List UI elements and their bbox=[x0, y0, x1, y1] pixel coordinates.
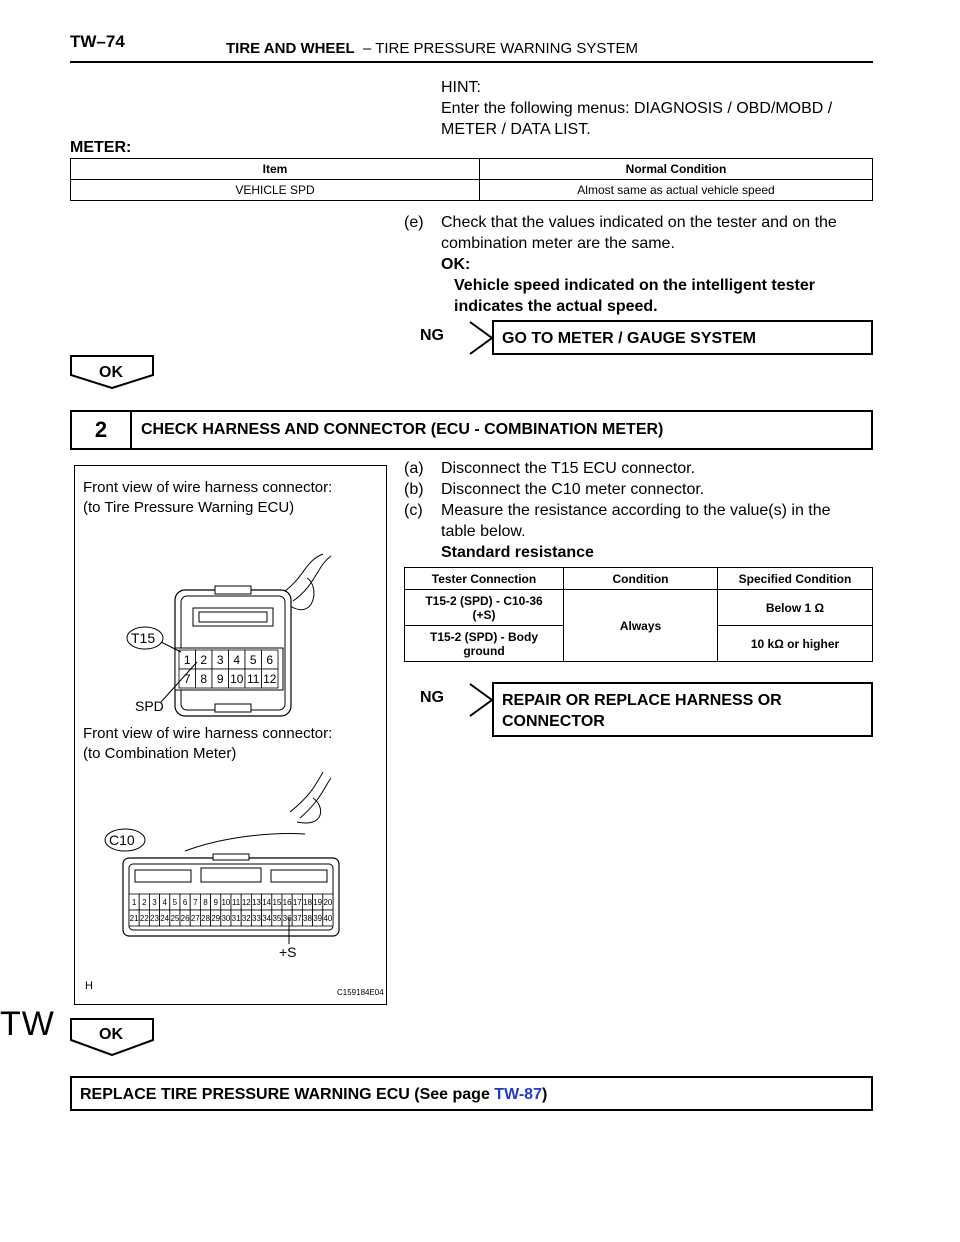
section-title-bold: TIRE AND WHEEL bbox=[226, 40, 355, 57]
pin-number: 8 bbox=[203, 897, 208, 907]
pin-number: 23 bbox=[150, 913, 159, 923]
ng-arrow-2 bbox=[400, 682, 496, 718]
ng-action-2-line2: CONNECTOR bbox=[502, 713, 605, 730]
hint-line2: METER / DATA LIST. bbox=[441, 121, 591, 138]
section-title bbox=[226, 40, 638, 57]
pin-number: 4 bbox=[233, 652, 241, 667]
pin-number: 16 bbox=[282, 897, 292, 907]
pin-number: 12 bbox=[241, 897, 251, 907]
step-c-marker: (c) bbox=[404, 502, 423, 519]
pin-number: 8 bbox=[200, 671, 208, 686]
res-header-spec: Specified Condition bbox=[718, 568, 873, 590]
pin-number: 27 bbox=[190, 913, 200, 923]
page-number: TW–74 bbox=[70, 32, 125, 51]
pin-number: 2 bbox=[200, 652, 208, 667]
meter-table-header-item: Item bbox=[71, 159, 480, 180]
pin-number: 14 bbox=[262, 897, 272, 907]
step-b-text: Disconnect the C10 meter connector. bbox=[441, 481, 705, 498]
section-side-tab: TW bbox=[0, 1005, 55, 1043]
res-header-connection: Tester Connection bbox=[405, 568, 564, 590]
ng-label-1: NG bbox=[420, 327, 444, 344]
step-e-ok-line2: indicates the actual speed. bbox=[454, 298, 658, 315]
step-a-marker: (a) bbox=[404, 460, 424, 477]
section-title-rest: – TIRE PRESSURE WARNING SYSTEM bbox=[362, 40, 638, 57]
pin-number: 26 bbox=[180, 913, 190, 923]
hint-line1: Enter the following menus: DIAGNOSIS / OBD/MOBD / bbox=[441, 100, 833, 117]
final-action-close: ) bbox=[541, 1086, 548, 1103]
res-condition: Always bbox=[564, 590, 718, 662]
pin-number: 9 bbox=[216, 671, 224, 686]
pin-number: 38 bbox=[303, 913, 312, 923]
fig-caption1-line2: (to Tire Pressure Warning ECU) bbox=[83, 499, 295, 516]
step-e-line2: combination meter are the same. bbox=[441, 235, 675, 252]
pin-number: 22 bbox=[139, 913, 149, 923]
pin-number: 13 bbox=[252, 897, 261, 907]
res-row2-conn-line1: T15-2 (SPD) - Body bbox=[429, 629, 538, 644]
pin-number: 10 bbox=[221, 897, 231, 907]
resistance-table bbox=[404, 567, 873, 662]
ng-action-box-1: GO TO METER / GAUGE SYSTEM bbox=[492, 320, 873, 355]
pin-number: 34 bbox=[262, 913, 272, 923]
pin-number: 35 bbox=[272, 913, 282, 923]
pin-number: 10 bbox=[230, 671, 244, 686]
step-a-text: Disconnect the T15 ECU connector. bbox=[441, 460, 696, 477]
pin-number: 37 bbox=[292, 913, 302, 923]
fig-caption1-line1: Front view of wire harness connector: bbox=[83, 479, 333, 496]
pin-number: 40 bbox=[323, 913, 333, 923]
connector-figure bbox=[74, 465, 387, 1005]
pin-number: 17 bbox=[292, 897, 302, 907]
pin-number: 31 bbox=[231, 913, 241, 923]
final-action-link[interactable]: TW-87 bbox=[494, 1086, 542, 1103]
pin-number: 7 bbox=[183, 671, 191, 686]
c10-plus-s-label: +S bbox=[279, 944, 297, 960]
pin-number: 20 bbox=[323, 897, 333, 907]
ng-label-2: NG bbox=[420, 689, 444, 706]
pin-number: 12 bbox=[263, 671, 277, 686]
standard-resistance-label: Standard resistance bbox=[441, 544, 594, 561]
pin-number: 32 bbox=[241, 913, 251, 923]
t15-connector-label: T15 bbox=[131, 630, 156, 646]
fig-caption2-line2: (to Combination Meter) bbox=[83, 745, 237, 762]
pin-number: 11 bbox=[247, 671, 260, 686]
res-row2-spec: 10 kΩ or higher bbox=[718, 626, 873, 662]
ok-label-1: OK bbox=[99, 364, 123, 381]
ng-action-box-2 bbox=[492, 682, 873, 737]
meter-table-cell-item: VEHICLE SPD bbox=[71, 180, 480, 201]
pin-number: 19 bbox=[313, 897, 323, 907]
step-e-marker: (e) bbox=[404, 214, 424, 231]
pin-number: 30 bbox=[221, 913, 231, 923]
pin-number: 11 bbox=[231, 897, 241, 907]
meter-label: METER: bbox=[70, 139, 132, 156]
header-rule bbox=[70, 61, 873, 63]
res-row1-conn-line2: (+S) bbox=[472, 607, 496, 622]
table-row bbox=[405, 590, 873, 626]
step-e-line1: Check that the values indicated on the tester and on the bbox=[441, 214, 837, 231]
res-header-condition: Condition bbox=[564, 568, 718, 590]
step-c-line2: table below. bbox=[441, 523, 526, 540]
step-e-ok-line1: Vehicle speed indicated on the intelligent tester bbox=[454, 277, 815, 294]
pin-number: 6 bbox=[266, 652, 274, 667]
pin-number: 5 bbox=[172, 897, 178, 907]
meter-table bbox=[70, 158, 873, 201]
ng-action-2-line1: REPAIR OR REPLACE HARNESS OR bbox=[502, 692, 782, 709]
pin-number: 18 bbox=[303, 897, 312, 907]
pin-number: 15 bbox=[272, 897, 282, 907]
final-action-text: REPLACE TIRE PRESSURE WARNING ECU (See page bbox=[80, 1086, 495, 1103]
res-row2-conn-line2: ground bbox=[463, 643, 505, 658]
ng-arrow-1 bbox=[400, 320, 496, 356]
figure-corner-letter: H bbox=[85, 980, 93, 992]
figure-code: C159184E04 bbox=[337, 988, 384, 997]
pin-number: 6 bbox=[182, 897, 188, 907]
pin-number: 2 bbox=[142, 897, 147, 907]
t15-spd-label: SPD bbox=[135, 698, 164, 714]
hint-label: HINT: bbox=[441, 79, 481, 96]
pin-number: 7 bbox=[193, 897, 198, 907]
step-c-line1: Measure the resistance according to the value(s) in the bbox=[441, 502, 831, 519]
pin-number: 36 bbox=[282, 913, 292, 923]
step-e-ok-label: OK: bbox=[441, 256, 471, 273]
pin-number: 28 bbox=[201, 913, 210, 923]
res-row1-spec: Below 1 Ω bbox=[718, 590, 873, 626]
pin-number: 1 bbox=[131, 897, 137, 907]
pin-number: 21 bbox=[129, 913, 139, 923]
final-action-box bbox=[70, 1076, 873, 1111]
step-title: CHECK HARNESS AND CONNECTOR (ECU - COMBINATION METER) bbox=[131, 410, 873, 450]
pin-number: 29 bbox=[211, 913, 221, 923]
pin-number: 33 bbox=[252, 913, 261, 923]
step-number: 2 bbox=[70, 410, 132, 450]
res-row1-conn-line1: T15-2 (SPD) - C10-36 bbox=[425, 593, 543, 608]
pin-number: 1 bbox=[183, 652, 191, 667]
fig-caption2-line1: Front view of wire harness connector: bbox=[83, 725, 333, 742]
pin-number: 39 bbox=[313, 913, 323, 923]
pin-number: 4 bbox=[162, 897, 167, 907]
step-b-marker: (b) bbox=[404, 481, 424, 498]
res-row1-connection bbox=[405, 590, 564, 626]
pin-number: 24 bbox=[160, 913, 170, 923]
pin-number: 9 bbox=[213, 897, 218, 907]
ok-label-2: OK bbox=[99, 1026, 123, 1043]
res-row2-connection bbox=[405, 626, 564, 662]
meter-table-header-condition: Normal Condition bbox=[480, 159, 873, 180]
pin-number: 5 bbox=[249, 652, 257, 667]
c10-connector-label: C10 bbox=[109, 832, 135, 848]
meter-table-cell-condition: Almost same as actual vehicle speed bbox=[480, 180, 873, 201]
pin-number: 25 bbox=[170, 913, 180, 923]
pin-number: 3 bbox=[216, 652, 224, 667]
pin-number: 3 bbox=[152, 897, 157, 907]
